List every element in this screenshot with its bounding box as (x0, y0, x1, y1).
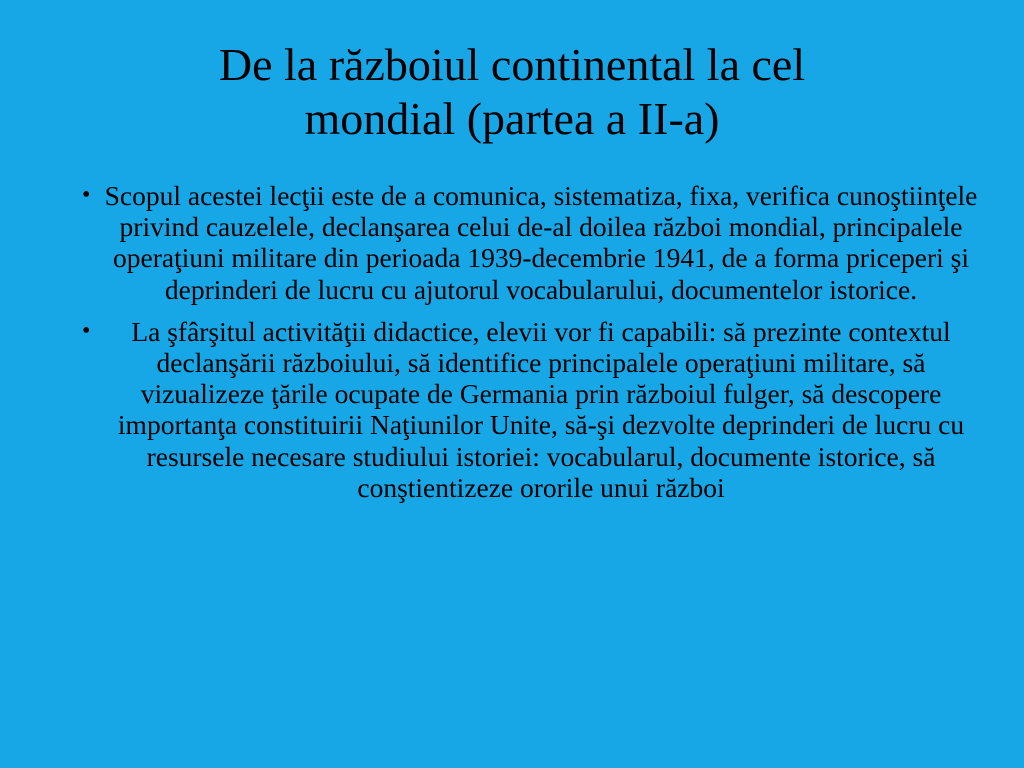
bullet-item-objective (78, 180, 982, 305)
bullet-item-outcomes (78, 316, 982, 503)
slide-title (80, 38, 944, 146)
bullet-dot-icon: • (82, 317, 91, 344)
slide-title-line-2: mondial (partea a II-a) (304, 93, 720, 144)
bullet-list (78, 180, 982, 514)
bullet-text: Scopul acestei lecţii este de a comunica, sistematiza, fixa, verifica cunoştiinţele privind cauzelele, declanşarea celui de-al doilea război mondial, principalele operaţiuni militare din perioada 1939-decembrie 1941, de a forma priceperi şi deprinderi de lucru cu ajutorul vocabularului, documentelor istorice. (104, 180, 978, 305)
bullet-dot-icon: • (82, 182, 91, 208)
bullet-text: La şfârşitul activităţii didactice, elevii vor fi capabili: să prezinte contextul declanşării războiului, să identifice principalele operaţiuni militare, să vizualizeze ţările ocupate de Germania prin războiul fulger, să descopere importanţa constituirii Naţiunilor Unite, să-şi dezvolte deprinderi de lucru cu resursele necesare studiului istoriei: vocabularul, documente istorice, să conştientizeze ororile unui război (117, 315, 965, 503)
slide-title-line-1: De la războiul continental la cel (218, 39, 806, 90)
